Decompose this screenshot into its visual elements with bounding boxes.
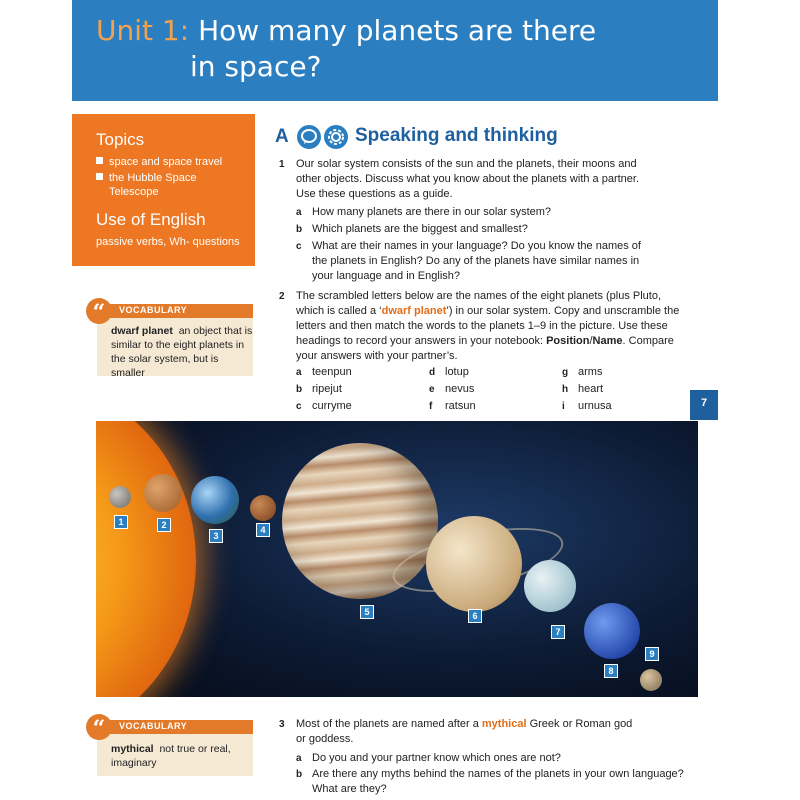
sub-question-text: Which planets are the biggest and smallest? xyxy=(312,223,528,235)
highlighted-term: dwarf planet xyxy=(381,305,447,317)
text-line: Most of the planets are named after a xyxy=(296,718,482,730)
text-line: letters and then match the words to the planets 1–9 in the picture. Use these xyxy=(296,320,668,332)
sub-letter: a xyxy=(296,207,302,218)
planet-number-label: 1 xyxy=(114,515,128,529)
gear-icon xyxy=(324,125,348,149)
scrambled-word xyxy=(429,383,474,395)
bold-heading: Position xyxy=(546,335,590,347)
sub-letter: a xyxy=(296,753,302,764)
sub-letter: b xyxy=(296,224,303,235)
planet-number-label: 7 xyxy=(551,625,565,639)
vocabulary-term: dwarf planet xyxy=(111,325,173,337)
pluto-image xyxy=(640,669,662,691)
definition-line: not true or real, xyxy=(159,743,231,755)
text-line: Are there any myths behind the names of the planets in your own language? xyxy=(312,768,684,780)
text-line: Our solar system consists of the sun and the planets, their moons and xyxy=(296,158,637,170)
sub-question-text: Do you and your partner know which ones are not? xyxy=(312,752,561,764)
scrambled-word xyxy=(562,400,612,412)
text-line: your language and in English? xyxy=(312,270,461,282)
word-letter: e xyxy=(429,384,435,395)
text-line: Use these questions as a guide. xyxy=(296,188,453,200)
use-of-english-heading: Use of English xyxy=(96,210,206,229)
sub-letter: b xyxy=(296,769,303,780)
text-line: the planets in English? Do any of the planets have similar names in xyxy=(312,255,640,267)
topic-item-text: space and space travel xyxy=(109,156,223,168)
planet-number-label: 9 xyxy=(645,647,659,661)
scrambled-word xyxy=(429,400,476,412)
sub-question-text xyxy=(312,239,686,284)
word-letter: h xyxy=(562,384,569,395)
word-letter: b xyxy=(296,384,303,395)
word-letter: a xyxy=(296,367,302,378)
word-letter: g xyxy=(562,367,569,378)
unit-title-line2: in space? xyxy=(190,50,322,83)
text-line: other objects. Discuss what you know about the planets with a partner. xyxy=(296,173,640,185)
venus-image xyxy=(144,474,182,512)
highlighted-term: mythical xyxy=(481,718,527,730)
question-number: 2 xyxy=(279,291,285,302)
text-line: What are their names in your language? Do you know the names of xyxy=(312,240,641,252)
unit-label: Unit 1: xyxy=(96,14,190,47)
vocabulary-definition xyxy=(111,742,253,770)
text-line: which is called a ‘ xyxy=(296,305,382,317)
vocabulary-label: VOCABULARY xyxy=(119,305,188,315)
scrambled-word xyxy=(562,383,603,395)
question-1-text xyxy=(296,157,686,202)
use-of-english-text: passive verbs, Wh- questions xyxy=(96,236,240,248)
earth-image xyxy=(191,476,239,524)
text-line: Greek or Roman god xyxy=(526,718,633,730)
speech-bubble-icon xyxy=(297,125,321,149)
word-text: curryme xyxy=(312,400,352,412)
text-line: What are they? xyxy=(312,783,387,795)
text-line: your answers with your partner’s. xyxy=(296,350,458,362)
quote-icon: “ xyxy=(86,714,112,740)
topics-heading: Topics xyxy=(96,130,145,149)
sub-question-text: How many planets are there in our solar system? xyxy=(312,206,552,218)
definition-line: an object that is xyxy=(178,325,253,337)
question-2-text xyxy=(296,289,691,364)
solar-system-image xyxy=(96,421,698,697)
vocabulary-box-1 xyxy=(97,304,253,379)
scrambled-word xyxy=(296,400,352,412)
topic-item xyxy=(96,171,196,185)
mars-image xyxy=(250,495,276,521)
topic-item-continued: Telescope xyxy=(109,186,159,198)
question-3-text xyxy=(296,717,686,747)
uranus-image xyxy=(524,560,576,612)
word-text: ratsun xyxy=(445,400,476,412)
sun-image xyxy=(96,421,196,697)
definition-line: the solar system, but is smaller xyxy=(111,353,219,379)
planet-number-label: 8 xyxy=(604,664,618,678)
vocabulary-definition xyxy=(111,324,253,380)
definition-line: similar to the eight planets in xyxy=(111,339,245,351)
sub-letter: c xyxy=(296,241,302,252)
text-line: ’) in our solar system. Copy and unscramble the xyxy=(446,305,680,317)
sub-question-text xyxy=(312,767,702,797)
text-line: . Compare xyxy=(622,335,674,347)
definition-line: imaginary xyxy=(111,757,157,769)
neptune-image xyxy=(584,603,640,659)
scrambled-word xyxy=(296,383,342,395)
quote-icon: “ xyxy=(86,298,112,324)
word-text: nevus xyxy=(445,383,475,395)
word-text: heart xyxy=(578,383,604,395)
word-letter: c xyxy=(296,401,302,412)
question-number: 3 xyxy=(279,719,285,730)
page-number: 7 xyxy=(700,397,708,409)
topic-item xyxy=(96,155,222,169)
text-line: / xyxy=(589,335,593,347)
topic-item-text: the Hubble Space xyxy=(109,172,197,184)
section-letter: A xyxy=(275,126,289,147)
word-text: teenpun xyxy=(312,366,352,378)
word-text: urnusa xyxy=(578,400,612,412)
section-title: Speaking and thinking xyxy=(355,125,558,146)
planet-number-label: 2 xyxy=(157,518,171,532)
text-line: headings to record your answers in your notebook: xyxy=(296,335,547,347)
vocabulary-term: mythical xyxy=(111,743,154,755)
text-line: The scrambled letters below are the names of the eight planets (plus Pluto, xyxy=(296,290,662,302)
vocabulary-box-2 xyxy=(97,720,253,776)
word-text: lotup xyxy=(445,366,469,378)
word-text: arms xyxy=(578,366,603,378)
vocabulary-label: VOCABULARY xyxy=(119,721,188,731)
planet-number-label: 3 xyxy=(209,529,223,543)
planet-number-label: 5 xyxy=(360,605,374,619)
planet-number-label: 4 xyxy=(256,523,270,537)
mercury-image xyxy=(109,486,131,508)
bullet-square-icon xyxy=(96,173,103,180)
scrambled-word xyxy=(562,366,602,378)
word-letter: f xyxy=(429,401,433,412)
scrambled-word xyxy=(429,366,469,378)
bold-heading: Name xyxy=(592,335,623,347)
word-letter: d xyxy=(429,367,436,378)
bullet-square-icon xyxy=(96,157,103,164)
unit-title xyxy=(96,14,596,48)
scrambled-word xyxy=(296,366,352,378)
saturn-image xyxy=(426,516,522,612)
word-letter: i xyxy=(562,401,565,412)
unit-title-line1: How many planets are there xyxy=(198,14,597,47)
question-number: 1 xyxy=(279,159,285,170)
word-text: ripejut xyxy=(312,383,342,395)
text-line: or goddess. xyxy=(296,733,354,745)
planet-number-label: 6 xyxy=(468,609,482,623)
